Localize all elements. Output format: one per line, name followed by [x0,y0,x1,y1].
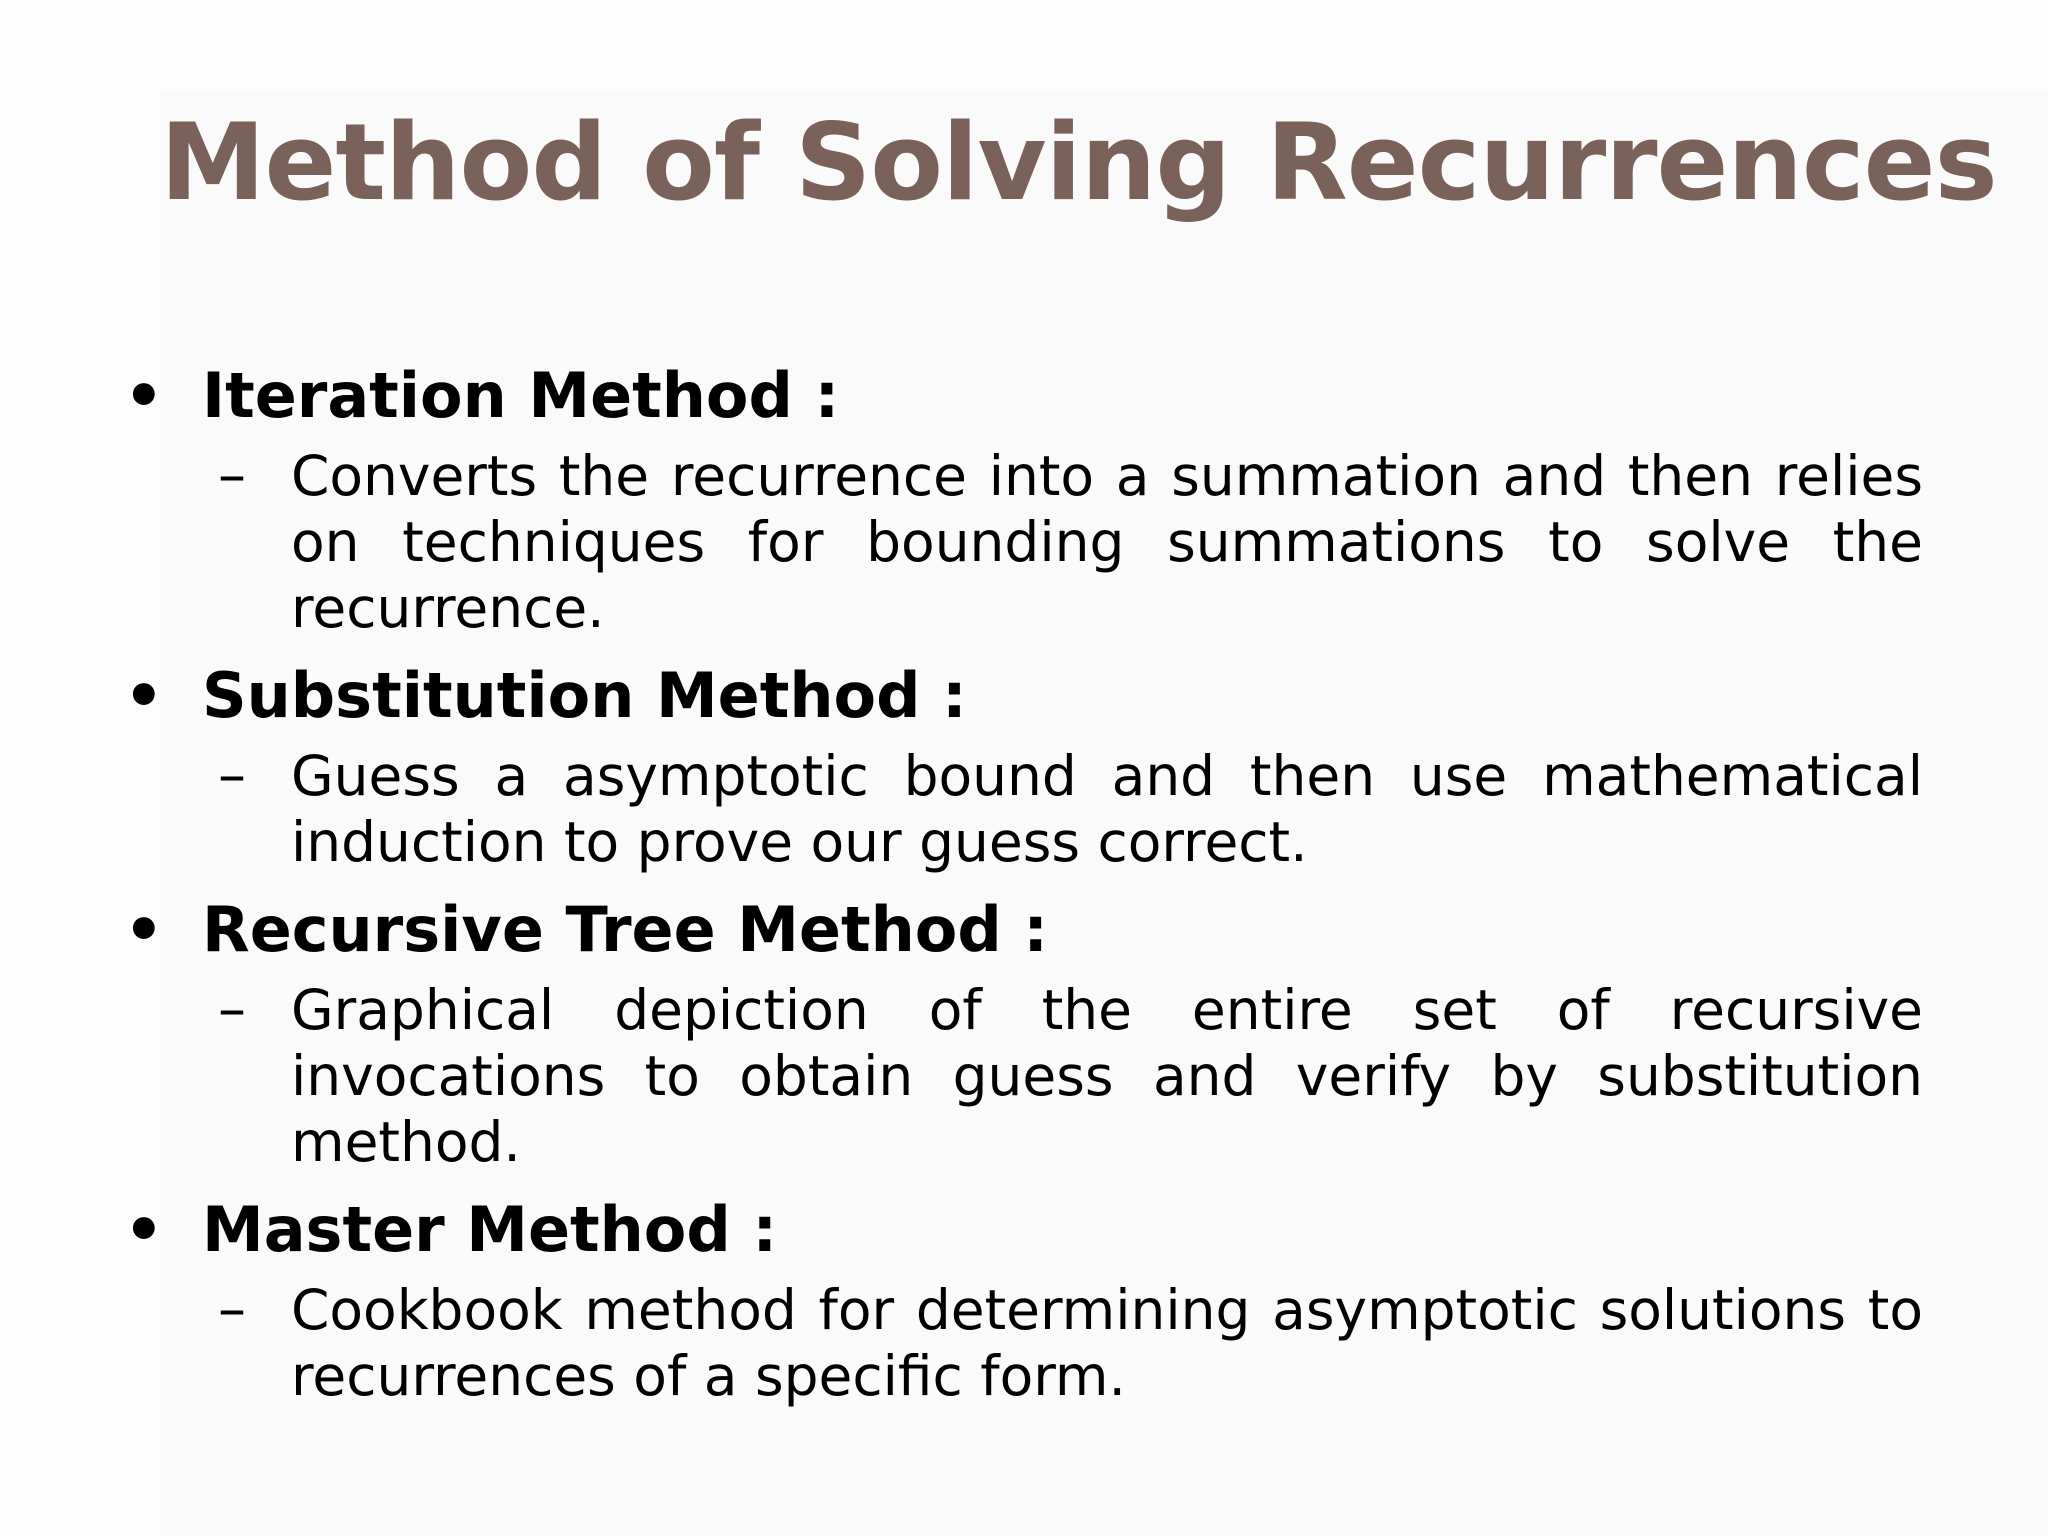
bullet-heading: Substitution Method : [202,659,967,732]
bullet-item [120,355,1925,437]
sub-item-text: Converts the recurrence into a summation and then relies on techniques for bounding summations to solve the recurrence. [291,444,1923,640]
sub-item [218,977,1925,1175]
bullet-heading: Master Method : [202,1193,778,1266]
sub-item [218,443,1925,641]
sub-item-text: Graphical depiction of the entire set of recursive invocations to obtain guess and verify by substitution method. [291,978,1923,1174]
bullet-item [120,655,1925,737]
bullet-heading: Iteration Method : [202,359,840,432]
dash-icon: – [218,743,246,808]
bullet-dot-icon: • [124,359,164,432]
bullet-heading: Recursive Tree Method : [202,893,1049,966]
dash-icon: – [218,1277,246,1342]
sub-item-text: Cookbook method for determining asymptotic solutions to recurrences of a specific form. [291,1278,1923,1408]
sub-item [218,1277,1925,1409]
bullet-list [120,355,1925,1423]
bullet-dot-icon: • [124,659,164,732]
bullet-item [120,1189,1925,1271]
sub-item-text: Guess a asymptotic bound and then use mathematical induction to prove our guess correct. [291,744,1923,874]
dash-icon: – [218,977,246,1042]
sub-item [218,743,1925,875]
bullet-dot-icon: • [124,1193,164,1266]
dash-icon: – [218,443,246,508]
bullet-item [120,889,1925,971]
bullet-dot-icon: • [124,893,164,966]
slide-title: Method of Solving Recurrences [160,101,1997,224]
